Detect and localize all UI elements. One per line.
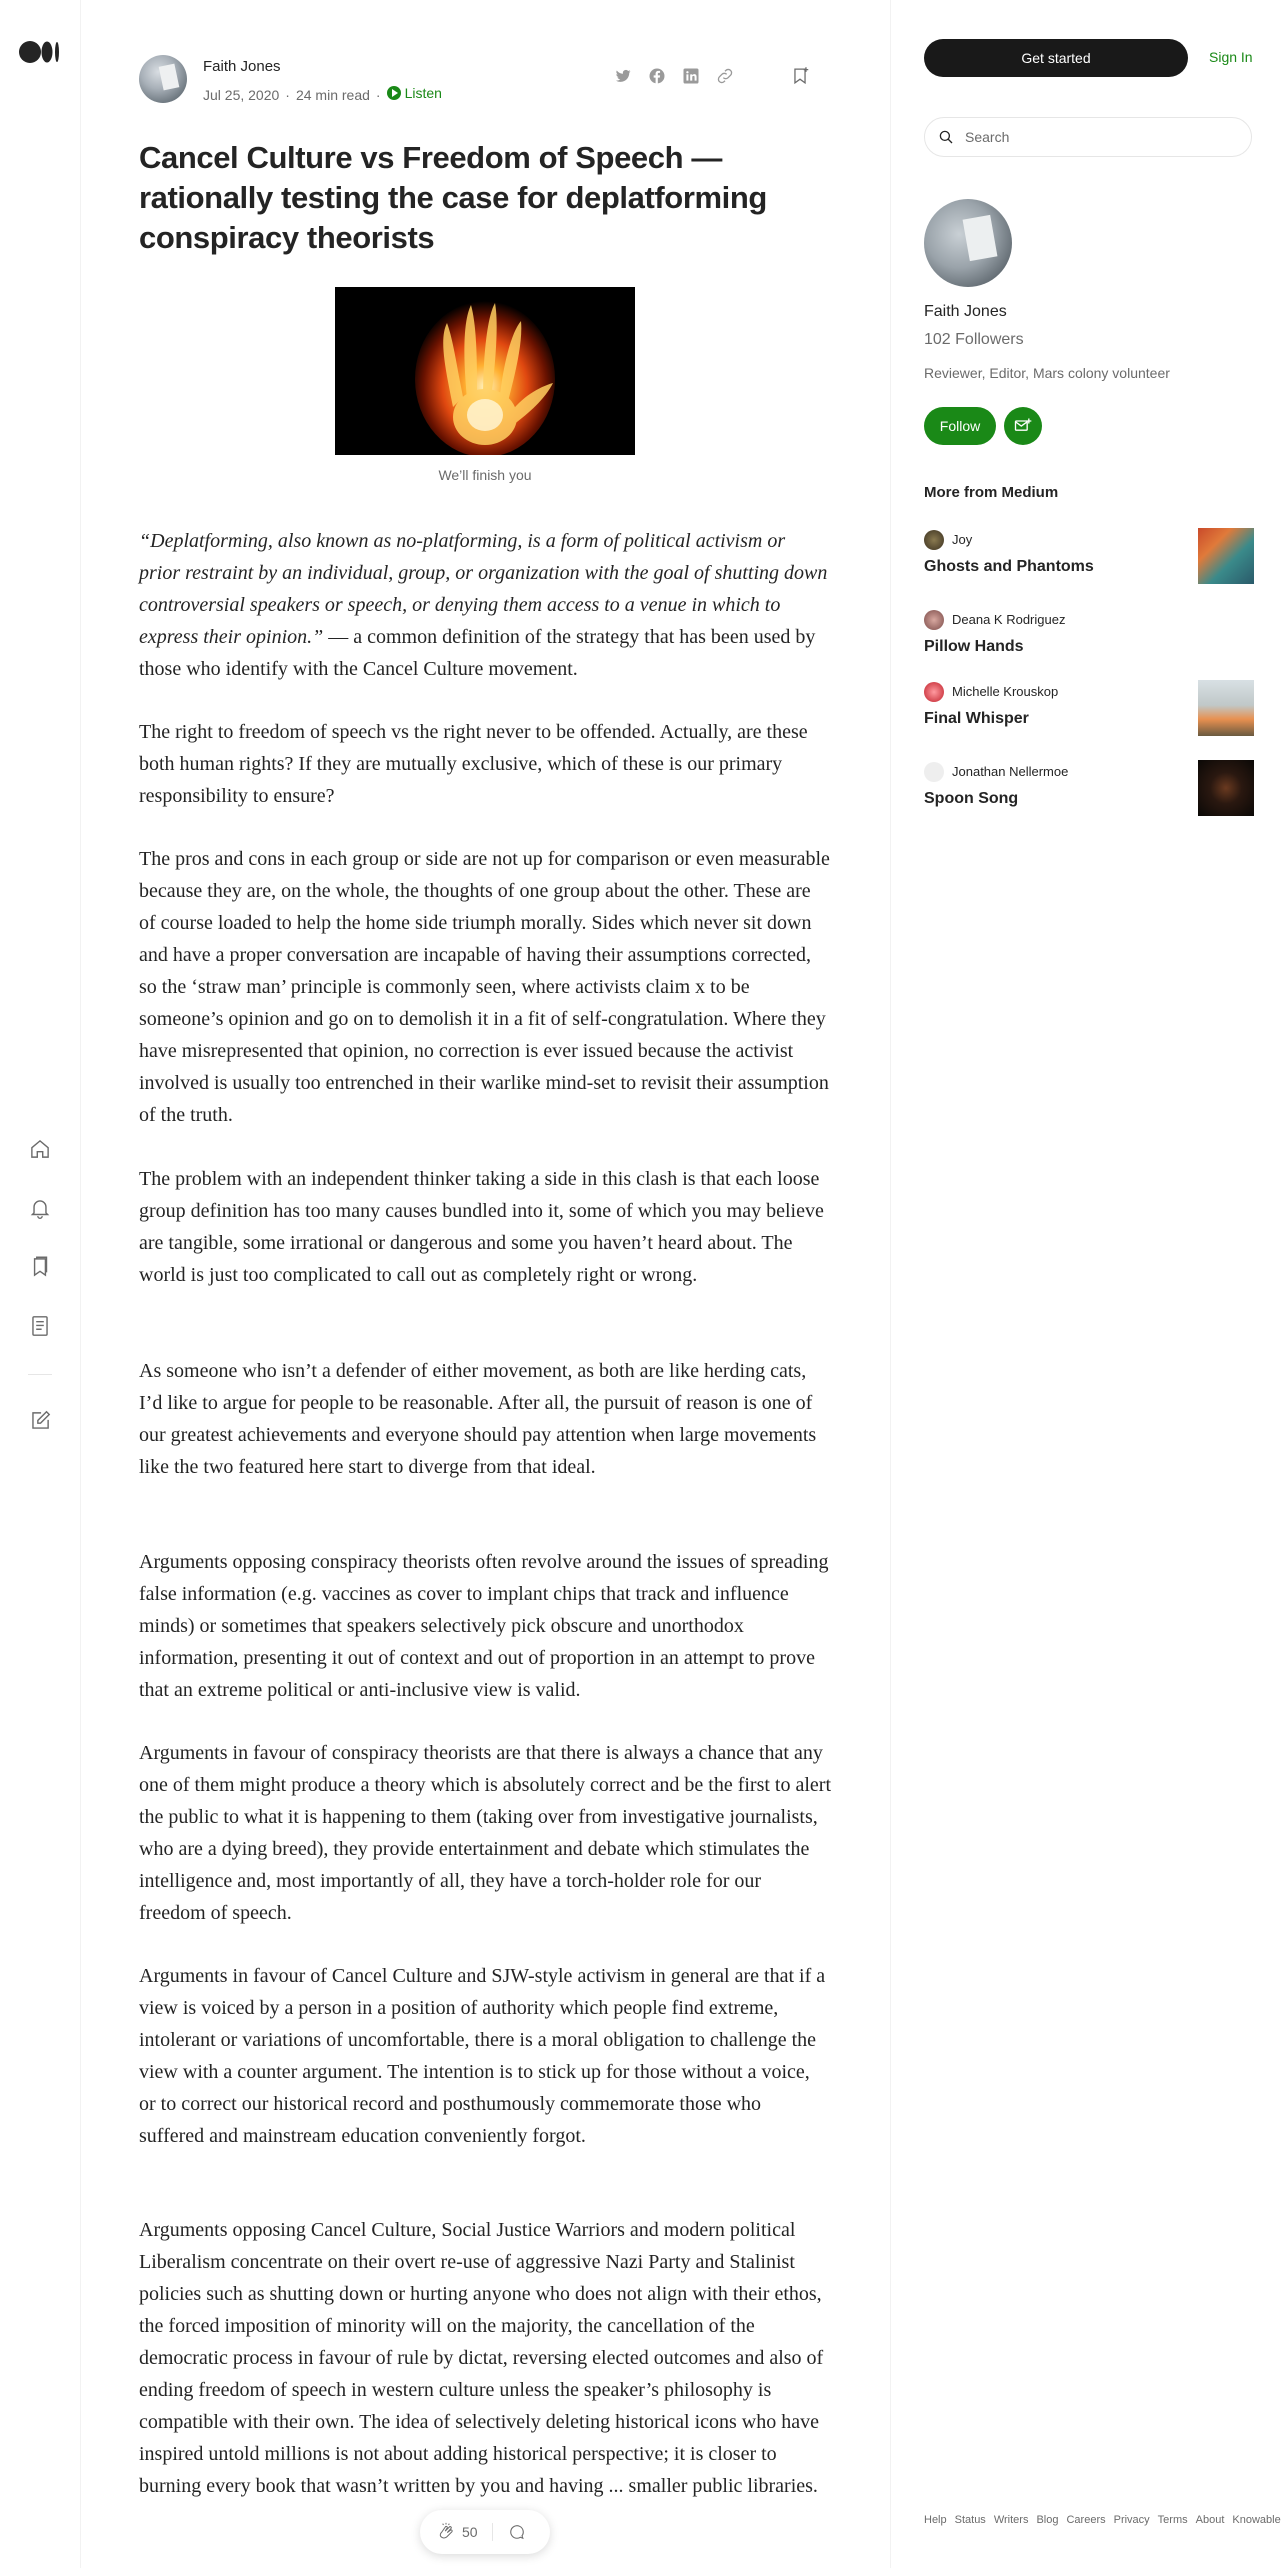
footer-link-help[interactable]: Help [924,2514,947,2526]
footer-link-knowable[interactable]: Knowable [1232,2514,1281,2526]
play-icon [387,86,401,100]
listen-label: Listen [404,85,442,101]
save-bookmark-icon[interactable] [789,65,811,87]
footer-link-terms[interactable]: Terms [1157,2514,1188,2526]
facebook-icon[interactable] [647,66,667,86]
story-author-avatar [924,530,944,550]
twitter-icon[interactable] [613,66,633,86]
home-icon[interactable] [27,1136,53,1162]
listen-button[interactable] [387,85,442,101]
footer-link-careers[interactable]: Careers [1066,2514,1106,2526]
clap-button[interactable] [420,2522,478,2542]
recommended-story[interactable] [924,608,1254,668]
sidebar-author-name[interactable]: Faith Jones [924,303,1007,320]
article-meta: Jul 25, 2020 · 24 min read · Listen [203,85,442,103]
right-sidebar [890,0,1284,2568]
sign-in-link[interactable]: Sign In [1209,49,1253,65]
publish-date: Jul 25, 2020 [203,87,280,103]
link-icon[interactable] [715,66,735,86]
flaming-hand-image [335,287,635,455]
mail-plus-icon [1013,416,1033,436]
article-paragraph [139,525,831,685]
response-icon[interactable] [507,2522,527,2542]
article-paragraph: The problem with an independent thinker taking a side in this clash is that each loose group definition has too many causes bundled into it, some of which you may believe are tangible, some irrational or dangerous and some you haven’t heard about. The world is just too complicated to call out as completely right or wrong. [139,1168,824,1286]
story-author: Deana K Rodriguez [952,612,1066,627]
story-author: Joy [952,532,973,547]
article-paragraph: The right to freedom of speech vs the right never to be offended. Actually, are these both human rights? If they are mutually exclusive, which of these is our primary responsibility to ensure? [139,721,808,807]
author-avatar[interactable] [139,55,187,103]
story-author-avatar [924,762,944,782]
author-row [139,55,831,105]
rail-divider [28,1374,52,1375]
follow-button[interactable]: Follow [924,407,996,445]
story-author: Jonathan Nellermoe [952,764,1069,779]
subscribe-button[interactable] [1004,407,1042,445]
bell-icon[interactable] [27,1195,53,1221]
stories-icon[interactable] [27,1313,53,1339]
story-title: Ghosts and Phantoms [924,558,1094,575]
image-caption: We’ll finish you [438,467,532,483]
article-paragraph: As someone who isn’t a defender of either movement, as both are like herding cats, I’d like to argue for people to be reasonable. After all, the pursuit of reason is one of our greatest achievements and everyone should pay attention when large movements like the two featured here start to diverge from that ideal. [139,1360,817,1478]
article-paragraph: Arguments in favour of Cancel Culture and SJW-style activism in general are that if a view is voiced by a person in a position of authority which people find extreme, intolerant or variations of uncomfortable, there is a moral obligation to challenge the view with a counter argument. The intention is to stick up for those without a voice, or to correct our historical record and posthumously commemorate those who suffered and mainstream education conveniently forgot. [139,1965,826,2147]
read-time: 24 min read [295,87,370,103]
more-from-medium-heading: More from Medium [924,484,1059,501]
write-icon[interactable] [27,1408,53,1434]
footer-link-privacy[interactable]: Privacy [1113,2514,1150,2526]
medium-logo[interactable] [19,40,61,69]
footer-link-about[interactable]: About [1195,2514,1225,2526]
story-title: Spoon Song [924,790,1019,807]
story-author-avatar [924,610,944,630]
paragraph-text: — a common definition of the strategy that has been used by those who identify with the Cancel Culture movement. [139,626,816,680]
story-title: Final Whisper [924,710,1029,727]
story-thumbnail [1198,528,1254,584]
left-rail [0,0,81,2568]
article-paragraph: Arguments in favour of conspiracy theorists are that there is always a chance that any one of them might produce a theory which is absolutely correct and be the first to alert the public to what it is happening to them (taking over from investigative journalists, who are a dying breed), they provide entertainment and debate which stimulates the intelligence and, most importantly of all, they have a torch-holder role for our freedom of speech. [139,1742,832,1924]
footer-link-blog[interactable]: Blog [1036,2514,1059,2526]
clap-count: 50 [462,2524,478,2540]
story-thumbnail [1198,760,1254,816]
story-author-avatar [924,682,944,702]
story-author: Michelle Krouskop [952,684,1059,699]
author-bio: Reviewer, Editor, Mars colony volunteer [924,365,1170,381]
bookmark-icon[interactable] [27,1254,53,1280]
story-title: Pillow Hands [924,638,1024,655]
story-thumbnail [1198,680,1254,736]
author-name[interactable]: Faith Jones [203,58,281,75]
article-paragraph: Arguments opposing conspiracy theorists often revolve around the issues of spreading false information (e.g. vaccines as cover to implant chips that track and influence minds) or sometimes that speakers selectively pick obscure and unorthodox information, presenting it out of context and out of proportion in an attempt to prove that an extreme political or anti-inclusive view is valid. [139,1551,829,1701]
article-paragraph: The pros and cons in each group or side are not up for comparison or even measurable because they are, on the whole, the thoughts of one group about the other. These are of course loaded to help the home side triumph morally. Sides which never sit down and have a proper conversation are incapable of having their assumptions corrected, so the ‘straw man’ principle is commonly seen, where activists claim x to be someone’s opinion and go on to demolish it in a fit of self-congratulation. Where they have misrepresented that opinion, no correction is ever issued because the activist involved is usually too entrenched in their warlike mind-set to revisit their assumption of the truth. [139,848,830,1126]
footer-link-status[interactable]: Status [954,2514,986,2526]
sidebar-author-avatar[interactable] [924,199,1012,287]
recommended-story[interactable] [924,680,1254,740]
article-title: Cancel Culture vs Freedom of Speech — rationally testing the case for deplatforming conspiracy theorists [139,140,767,255]
search-input[interactable] [963,128,1237,146]
follower-count[interactable]: 102 Followers [924,331,1024,348]
linkedin-icon[interactable] [681,66,701,86]
get-started-button[interactable]: Get started [924,39,1188,77]
clapbar-divider [492,2523,493,2541]
search-box [924,117,1252,157]
footer-links [924,2512,1281,2528]
search-icon [937,128,955,146]
recommended-story[interactable] [924,760,1254,820]
definition-quote: “Deplatforming, also known as no-platforming, is a form of political activism or prior restraint by an individual, group, or organization with the goal of shutting down controversial speakers or speech, or denying them access to a venue in which to express their opinion.” [139,530,828,648]
clap-bar [420,2510,550,2554]
recommended-story[interactable] [924,528,1254,588]
article-paragraph: Arguments opposing Cancel Culture, Social Justice Warriors and modern political Liberalism concentrate on their overt re-use of aggressive Nazi Party and Stalinist policies such as shutting down or hurting anyone who does not align with their ethos, the forced imposition of minority will on the majority, the cancellation of the democratic process in favour of rule by dictat, reversing elected outcomes and also of ending freedom of speech in western culture unless the speaker’s philosophy is compatible with their own. The idea of selectively deleting historical icons who have inspired untold millions is not about adding historical perspective; it is closer to burning every book that wasn’t written by you and having ... smaller public libraries. [139,2219,824,2497]
footer-link-writers[interactable]: Writers [993,2514,1029,2526]
share-bar [613,65,811,87]
clap-icon [436,2522,456,2542]
